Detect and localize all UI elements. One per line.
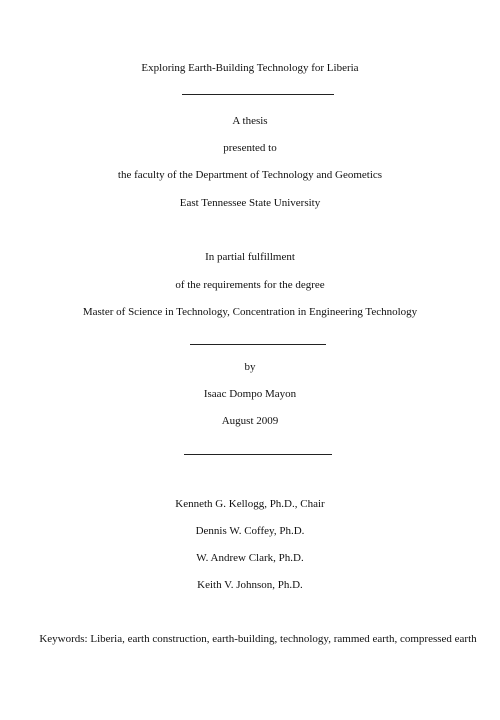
title-divider xyxy=(182,94,334,95)
university-name: East Tennessee State University xyxy=(179,197,321,209)
committee-member: W. Andrew Clark, Ph.D. xyxy=(196,552,304,564)
author-name: Isaac Dompo Mayon xyxy=(203,388,297,400)
author-divider xyxy=(184,454,332,455)
keywords: Keywords: Liberia, earth construction, earth-building, technology, rammed earth, compressed earth xyxy=(39,633,477,645)
degree-divider xyxy=(190,344,326,345)
committee-member: Dennis W. Coffey, Ph.D. xyxy=(195,525,305,537)
fulfillment-line: In partial fulfillment xyxy=(205,251,295,263)
faculty-line: the faculty of the Department of Technology and Geometics xyxy=(117,169,383,181)
thesis-title: Exploring Earth-Building Technology for Liberia xyxy=(141,62,359,74)
committee-member: Kenneth G. Kellogg, Ph.D., Chair xyxy=(175,498,325,510)
degree-name: Master of Science in Technology, Concentration in Engineering Technology xyxy=(82,306,418,318)
presented-line: presented to xyxy=(223,142,277,154)
committee-member: Keith V. Johnson, Ph.D. xyxy=(197,579,303,591)
by-line: by xyxy=(244,361,256,373)
thesis-date: August 2009 xyxy=(221,415,279,427)
thesis-type: A thesis xyxy=(232,115,268,127)
requirements-line: of the requirements for the degree xyxy=(175,279,325,291)
